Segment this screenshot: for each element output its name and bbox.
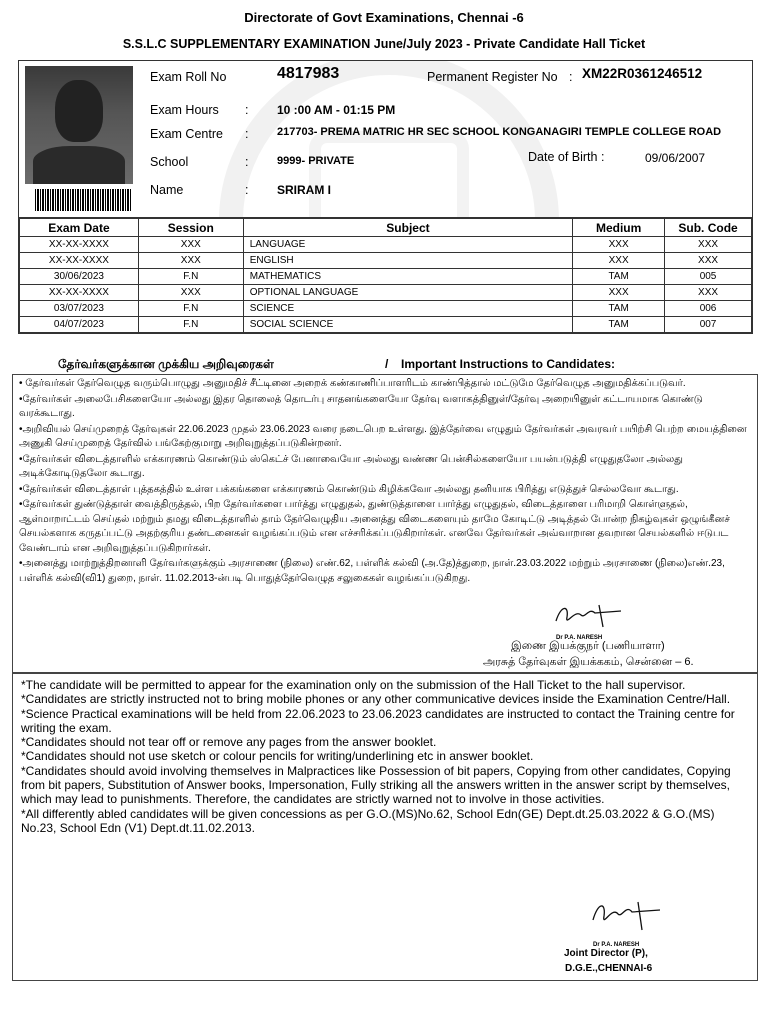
exam-centre: 217703- PREMA MATRIC HR SEC SCHOOL KONGANAGIRI TEMPLE COLLEGE ROAD [277, 126, 722, 138]
table-row [20, 269, 752, 285]
hours-label: Exam Hours [150, 103, 219, 117]
tamil-instruction: •அனைத்து மாற்றுத்திறனாளி தேர்வர்களுக்கும் அரசாணை (நிலை) எண்.62, பள்ளிக் கல்வி (அ.தே)த்துறை, நாள்.23.03.2022 மற்றும் அரசாணை (நிலை)எண்.23, பள்ளிக் கல்வி(வி1) துறை, நாள். 11.02.2013-ன்படி பொதுத்தேர்வெழுத சலுகைகள் வழங்கப்படுகிறது. [19, 558, 725, 584]
centre-colon: : [245, 127, 249, 141]
roll-number: 4817983 [277, 65, 340, 82]
emblem-watermark-tower [309, 131, 469, 218]
table-row [20, 285, 752, 301]
cell-code: 007 [665, 317, 752, 333]
cell-code: 006 [665, 301, 752, 317]
cell-date: XX-XX-XXXX [20, 237, 139, 253]
english-instructions-box [12, 673, 758, 981]
candidate-name: SRIRAM I [277, 183, 331, 197]
register-colon: : [569, 70, 573, 84]
english-signatory-office: D.G.E.,CHENNAI-6 [565, 963, 653, 974]
english-instruction: *Candidates should avoid involving themselves in Malpractices like Possession of bit papers, Copying from other candidates, Copying from bit papers, Substitution of Answer books, Impersonation, Fully striking all the answers written in the answer script by themselves, which may lead to punishments. Therefore, the candidates are strictly warned not to involve in those activities. [21, 763, 731, 807]
candidate-details [19, 61, 752, 218]
table-row [20, 237, 752, 253]
school-value: 9999- PRIVATE [277, 155, 355, 167]
tamil-instruction: • தேர்வர்கள் தேர்வெழுத வரும்பொழுது அனுமதிச் சீட்டினை அறைக் கண்காணிப்பாளரிடம் காண்பித்தால் மட்டுமே தேர்வெழுத அனுமதிக்கப்படுவர். [19, 378, 686, 389]
col-session: Session [138, 219, 243, 237]
barcode [35, 189, 131, 211]
register-number: XM22R0361246512 [582, 66, 703, 81]
cell-medium: TAM [573, 269, 665, 285]
dob-label: Date of Birth : [528, 150, 605, 164]
tamil-instruction: •அறிவியல் செய்முறைத் தேர்வுகள் 22.06.2023 முதல் 23.06.2023 வரை நடைபெற உள்ளது. இத்தேர்வை எழுதும் தேர்வர்கள் அவரவர் பயிற்சி பெற்ற மையத்தினை அணுகி செய்முறைத் தேர்வில் பங்கேற்குமாறு அறிவுறுத்தப்படுகின்றனர். [19, 423, 747, 449]
english-instruction: *Candidates should not use sketch or colour pencils for writing/underlining etc in answer booklet. [21, 749, 534, 764]
roll-label: Exam Roll No [150, 70, 227, 84]
cell-date: XX-XX-XXXX [20, 253, 139, 269]
school-colon: : [245, 155, 249, 169]
cell-subject: MATHEMATICS [243, 269, 572, 285]
name-colon: : [245, 183, 249, 197]
cell-subject: SOCIAL SCIENCE [243, 317, 572, 333]
table-row [20, 301, 752, 317]
register-label: Permanent Register No [427, 70, 558, 84]
date-of-birth: 09/06/2007 [645, 151, 706, 165]
candidate-photo [25, 66, 133, 184]
col-exam-date: Exam Date [20, 219, 139, 237]
header-directorate: Directorate of Govt Examinations, Chennai -6 [244, 10, 524, 25]
signature-tamil [551, 601, 631, 631]
cell-session: XXX [138, 253, 243, 269]
cell-medium: XXX [573, 285, 665, 301]
subject-table [19, 218, 752, 333]
name-label: Name [150, 183, 184, 197]
english-instruction: *The candidate will be permitted to appear for the examination only on the submission of the Hall Ticket to the hall supervisor. [21, 678, 686, 692]
cell-session: F.N [138, 301, 243, 317]
cell-subject: LANGUAGE [243, 237, 572, 253]
cell-medium: XXX [573, 253, 665, 269]
cell-code: 005 [665, 269, 752, 285]
tamil-instruction: •தேர்வர்கள் விடைத்தாள் புத்தகத்தில் உள்ள பக்கங்களை எக்காரணம் கொண்டும் கிழிக்கவோ அல்லது தனியாக பிரித்து எடுத்துச் செல்லவோ கூடாது. [19, 483, 679, 495]
col-sub-code: Sub. Code [665, 219, 752, 237]
cell-code: XXX [665, 285, 752, 301]
cell-code: XXX [665, 253, 752, 269]
cell-subject: OPTIONAL LANGUAGE [243, 285, 572, 301]
cell-medium: TAM [573, 301, 665, 317]
table-row [20, 317, 752, 333]
cell-date: 04/07/2023 [20, 317, 139, 333]
english-signatory-name: Dr P.A. NARESH [593, 942, 640, 948]
cell-date: XX-XX-XXXX [20, 285, 139, 301]
cell-medium: XXX [573, 237, 665, 253]
tamil-signatory-name: Dr P.A. NARESH [556, 635, 603, 641]
english-signatory-title: Joint Director (P), [564, 948, 648, 959]
cell-session: XXX [138, 285, 243, 301]
tamil-instruction: •தேர்வர்கள் அலைபேசிகளையோ அல்லது இதர தொலைத் தொடர்பு சாதனங்களையோ தேர்வு வளாகத்தினுள்/தேர்வு அறையினுள் கட்டாயமாக கொண்டு வரக்கூடாது. [19, 393, 703, 419]
signature-english [588, 896, 668, 936]
cell-session: F.N [138, 269, 243, 285]
tamil-signatory-office: அரசுத் தேர்வுகள் இயக்ககம், சென்னை – 6. [483, 656, 694, 668]
cell-subject: ENGLISH [243, 253, 572, 269]
english-instruction: *Candidates are strictly instructed not to bring mobile phones or any other communicative devices inside the Examination Centre/Hall. [21, 692, 731, 707]
header-exam-title: S.S.L.C SUPPLEMENTARY EXAMINATION June/July 2023 - Private Candidate Hall Ticket [122, 37, 646, 51]
col-medium: Medium [573, 219, 665, 237]
english-instruction: *Science Practical examinations will be held from 22.06.2023 to 23.06.2023 candidates are instructed to contact the Training centre for writing the exam. [21, 706, 735, 735]
tamil-instructions-box [12, 374, 758, 673]
english-instruction: *Candidates should not tear off or remove any pages from the answer booklet. [21, 735, 437, 750]
instructions-heading-tamil: தேர்வர்களுக்கான முக்கிய அறிவுரைகள் [58, 357, 274, 371]
hours-colon: : [245, 103, 249, 117]
instructions-heading-english: Important Instructions to Candidates: [401, 357, 616, 371]
tamil-instruction: •தேர்வர்கள் துண்டுத்தாள் வைத்திருத்தல், பிற தேர்வர்களை பார்த்து எழுதுதல், துண்டுத்தாளை பார்த்து எழுதுதல், விடைத்தாளை பரிமாறி கொள்ளுதல், ஆள்மாறாட்டம் செய்தல் மற்றும் தமது விடைத்தாளில் தாம் தேர்வெழுதிய அனைத்து விடைகளையும் தாமே கோடிட்டு அடித்தல் போன்ற நிகழ்வுகள் ஒழுங்கீனச் செயல்களாக கருதப்பட்டு அதற்குரிய தண்டனைகள் வழங்கப்படும் என எச்சரிக்கப்படுகிறார்கள். எனவே தேர்வர்கள் அவ்வாறான தவறான செயல்களில் ஈடுபட வேண்டாம் என அறிவுறுத்தப்படுகிறார்கள். [19, 499, 730, 554]
centre-label: Exam Centre [150, 127, 223, 141]
col-subject: Subject [243, 219, 572, 237]
cell-subject: SCIENCE [243, 301, 572, 317]
cell-session: XXX [138, 237, 243, 253]
cell-medium: TAM [573, 317, 665, 333]
cell-session: F.N [138, 317, 243, 333]
cell-code: XXX [665, 237, 752, 253]
cell-date: 30/06/2023 [20, 269, 139, 285]
table-row [20, 253, 752, 269]
cell-date: 03/07/2023 [20, 301, 139, 317]
english-instruction: *All differently abled candidates will be given concessions as per G.O.(MS)No.62, School Edn(GE) Dept.dt.25.03.2022 & G.O.(MS) No.23, School Edn (V1) Dept.dt.11.02.2013. [21, 806, 715, 835]
table-header-row [20, 219, 752, 237]
school-label: School [150, 155, 189, 169]
exam-hours: 10 :00 AM - 01:15 PM [277, 103, 396, 117]
tamil-signatory-title: இணை இயக்குநர் (பணியாளா) [511, 640, 665, 652]
tamil-instruction: •தேர்வர்கள் விடைத்தாளில் எக்காரணம் கொண்டும் ஸ்கெட்ச் பேனாவையோ அல்லது வண்ண பென்சில்களையோ பயன்படுத்தி எழுதுதலோ அல்லது அடிக்கோடிடுதலோ கூடாது. [19, 453, 683, 479]
hall-ticket-box [18, 60, 753, 334]
instructions-heading-sep: / [385, 357, 389, 371]
